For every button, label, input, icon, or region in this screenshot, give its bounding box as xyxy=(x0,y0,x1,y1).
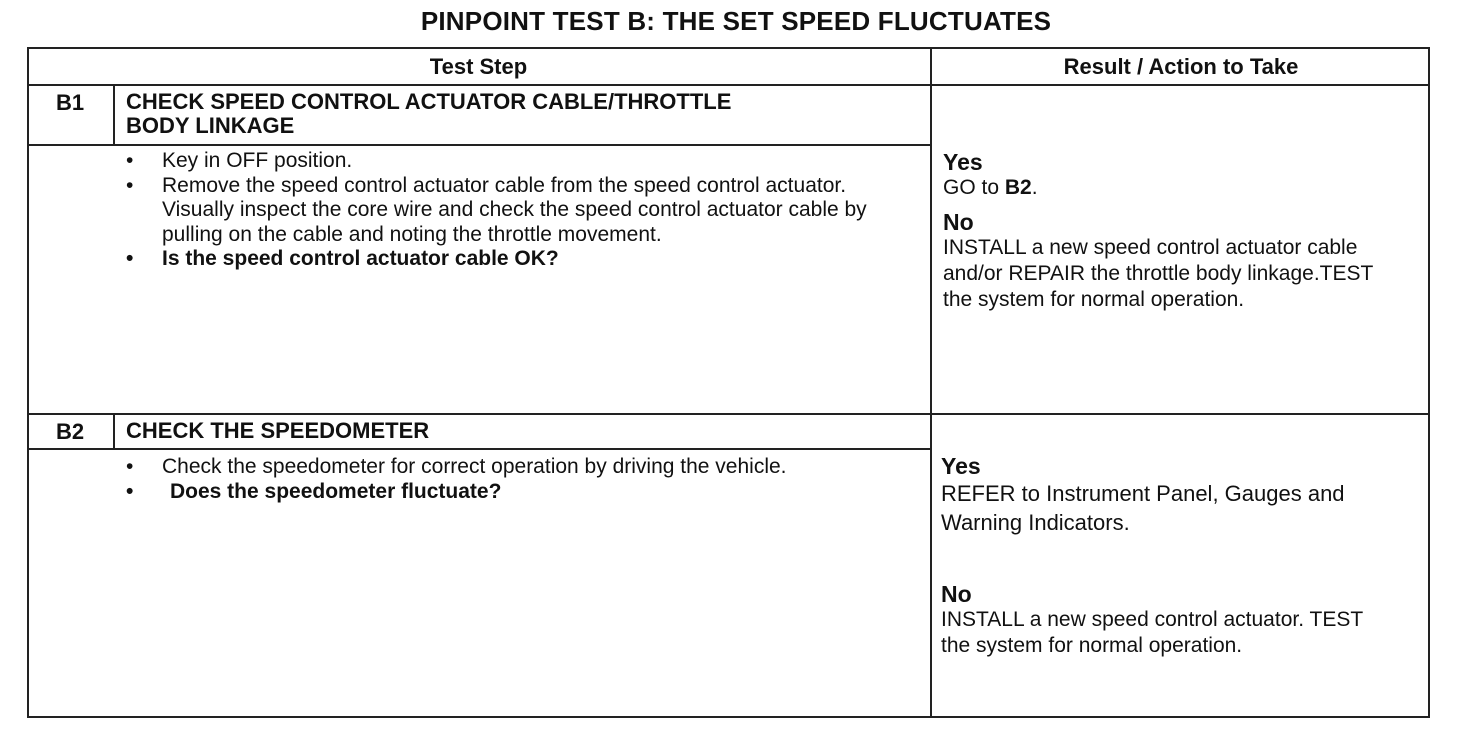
b1-heading-divider xyxy=(27,144,932,146)
result-b2-yes-action: REFER to Instrument Panel, Gauges and Warning Indicators. xyxy=(941,481,1345,535)
step-b2-bullets xyxy=(126,455,846,504)
result-b1-yes-suffix: . xyxy=(1031,176,1038,199)
result-b1-yes-action xyxy=(943,175,1413,201)
result-b2-no-label: No xyxy=(941,581,972,607)
result-b1-yes-label: Yes xyxy=(943,149,983,175)
step-divider xyxy=(27,413,1430,415)
header-divider xyxy=(27,84,1430,86)
step-heading-b1 xyxy=(126,90,916,138)
result-b2 xyxy=(941,453,1426,659)
result-b2-no-action: INSTALL a new speed control actuator. TEST the system for normal operation. xyxy=(941,608,1363,657)
page-title: PINPOINT TEST B: THE SET SPEED FLUCTUATES xyxy=(420,6,1052,36)
result-b1-no-label: No xyxy=(943,209,974,235)
result-b1 xyxy=(943,149,1413,313)
b2-heading-divider xyxy=(27,448,932,450)
result-b1-yes-ref: B2 xyxy=(1004,176,1032,199)
bullet-question: • Does the speedometer fluctuate? xyxy=(126,480,846,505)
step-heading-b2: CHECK THE SPEEDOMETER xyxy=(126,418,430,443)
b2-id-divider xyxy=(113,414,115,449)
step-heading-b1-line2: BODY LINKAGE xyxy=(126,113,295,138)
column-divider xyxy=(930,47,932,718)
result-b1-no-action: INSTALL a new speed control actuator cable and/or REPAIR the throttle body linkage.TEST the system for normal operation. xyxy=(943,236,1373,311)
step-id-b2: B2 xyxy=(55,419,85,444)
result-column-header: Result / Action to Take xyxy=(1063,54,1299,79)
step-heading-b1-line1: CHECK SPEED CONTROL ACTUATOR CABLE/THROTTLE xyxy=(126,89,732,114)
b1-id-divider xyxy=(113,85,115,145)
bullet-question: • Is the speed control actuator cable OK? xyxy=(126,247,906,272)
result-b1-yes-prefix: GO to xyxy=(943,176,1005,199)
test-step-column-header: Test Step xyxy=(429,54,528,79)
result-b2-yes-label: Yes xyxy=(941,453,981,479)
bullet-item: • Key in OFF position. xyxy=(126,149,906,174)
step-id-b1: B1 xyxy=(55,90,85,115)
bullet-item: • Remove the speed control actuator cable from the speed control actuator. Visually inspect the core wire and check the speed control actuator cable by pulling on the cable and noting the throttle movement. xyxy=(126,174,906,248)
bullet-item: • Check the speedometer for correct operation by driving the vehicle. xyxy=(126,455,846,480)
step-b1-bullets xyxy=(126,149,906,272)
